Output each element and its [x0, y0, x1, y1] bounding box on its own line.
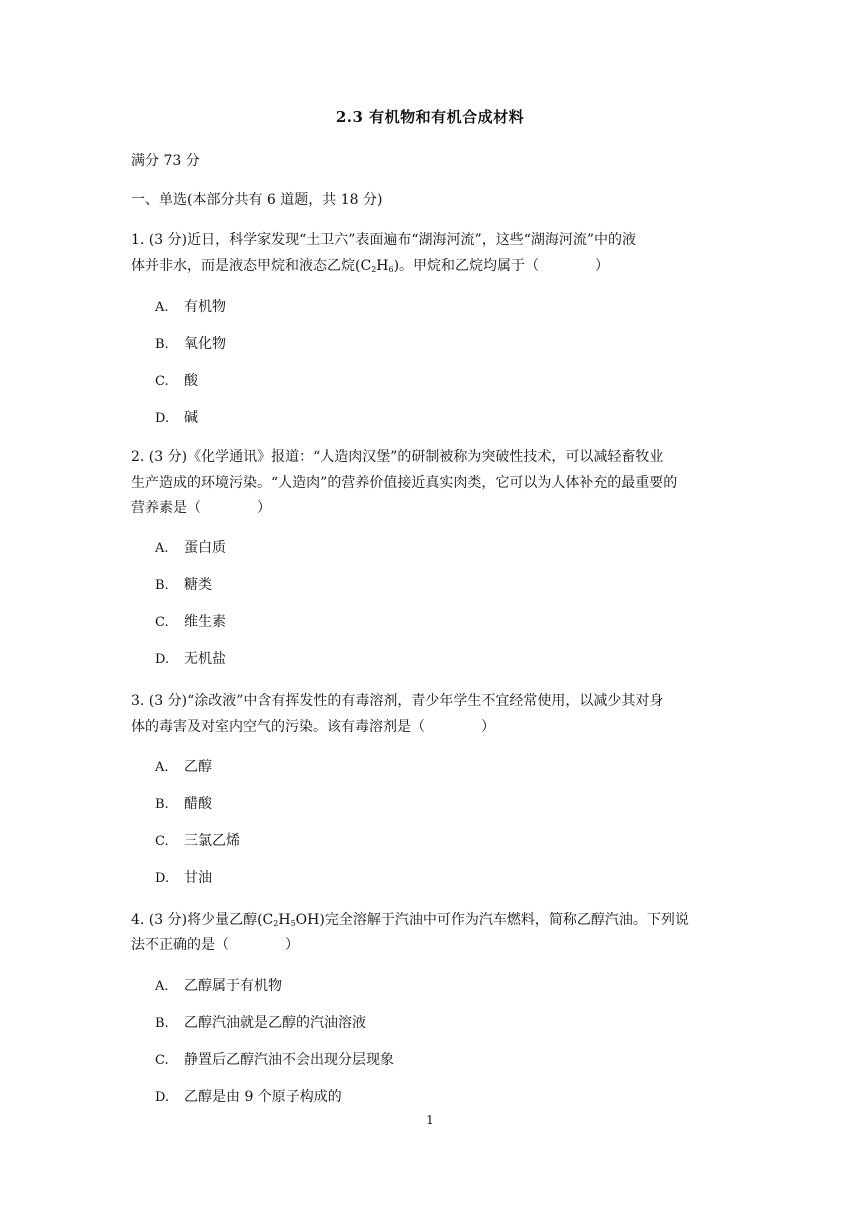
option-label: D. — [155, 871, 170, 886]
page-number: 1 — [426, 1113, 434, 1127]
question-1-line-1: 1. (3 分)近日，科学家发现“土卫六”表面遍布“湖海河流”，这些“湖海河流”中的液 — [131, 232, 637, 248]
subscript: 2 — [371, 265, 377, 274]
option-text: 乙醇属于有机物 — [184, 978, 282, 994]
question-2-line-1: 2. (3 分)《化学通讯》报道：“人造肉汉堡”的研制被称为突破性技术，可以减轻畜牧业 — [131, 449, 664, 465]
question-4-line-2: 法不正确的是（ ） — [131, 937, 299, 953]
option-text: 氧化物 — [184, 336, 226, 352]
option-b[interactable] — [155, 793, 212, 813]
q1-element: H — [376, 258, 389, 274]
section-heading: 一、单选(本部分共有 6 道题，共 18 分) — [131, 192, 383, 208]
option-text: 甘油 — [184, 870, 212, 886]
option-label: C. — [155, 615, 169, 630]
q1-text-part: 体并非水，而是液态甲烷和液态乙烷(C — [131, 258, 372, 274]
q1-text-part: )。甲烷和乙烷均属于（ ） — [393, 258, 610, 274]
option-label: C. — [155, 834, 169, 849]
option-label: B. — [155, 337, 169, 352]
option-text: 无机盐 — [184, 651, 226, 667]
option-c[interactable] — [155, 830, 240, 850]
option-d[interactable] — [155, 407, 198, 427]
option-text: 酸 — [184, 373, 198, 389]
option-label: B. — [155, 797, 169, 812]
full-score: 满分 73 分 — [131, 153, 200, 169]
option-d[interactable] — [155, 648, 226, 668]
option-text: 蛋白质 — [184, 540, 226, 556]
option-c[interactable] — [155, 611, 226, 631]
subscript: 6 — [388, 265, 394, 274]
option-b[interactable] — [155, 333, 226, 353]
option-label: C. — [155, 1053, 169, 1068]
subscript: 5 — [290, 919, 296, 928]
option-d[interactable] — [155, 867, 212, 887]
option-label: A. — [155, 300, 169, 315]
option-c[interactable] — [155, 1049, 394, 1069]
option-a[interactable] — [155, 756, 212, 776]
option-label: D. — [155, 411, 170, 426]
option-text: 乙醇是由 9 个原子构成的 — [184, 1089, 342, 1105]
question-3-line-1: 3. (3 分)“涂改液”中含有挥发性的有毒溶剂，青少年学生不宜经常使用，以减少其对身 — [131, 693, 664, 709]
question-1-line-2 — [131, 255, 609, 275]
option-label: C. — [155, 374, 169, 389]
option-b[interactable] — [155, 574, 212, 594]
document-title: 2.3 有机物和有机合成材料 — [335, 108, 525, 126]
question-2-line-3: 营养素是（ ） — [131, 500, 271, 516]
option-label: A. — [155, 760, 169, 775]
option-label: A. — [155, 541, 169, 556]
option-label: A. — [155, 979, 169, 994]
option-text: 糖类 — [184, 577, 212, 593]
option-label: D. — [155, 652, 170, 667]
option-b[interactable] — [155, 1012, 366, 1032]
option-a[interactable] — [155, 296, 226, 316]
option-a[interactable] — [155, 975, 282, 995]
option-text: 静置后乙醇汽油不会出现分层现象 — [184, 1052, 394, 1068]
question-2-line-2: 生产造成的环境污染。“人造肉”的营养价值接近真实肉类，它可以为人体补充的最重要的 — [131, 475, 678, 491]
subscript: 2 — [273, 919, 279, 928]
option-label: B. — [155, 1016, 169, 1031]
option-label: D. — [155, 1090, 170, 1105]
option-text: 维生素 — [184, 614, 226, 630]
option-a[interactable] — [155, 537, 226, 557]
option-text: 乙醇汽油就是乙醇的汽油溶液 — [184, 1015, 366, 1031]
option-c[interactable] — [155, 370, 198, 390]
option-text: 有机物 — [184, 299, 226, 315]
option-text: 三氯乙烯 — [184, 833, 240, 849]
q4-element: H — [278, 912, 291, 928]
question-3-line-2: 体的毒害及对室内空气的污染。该有毒溶剂是（ ） — [131, 719, 495, 735]
option-label: B. — [155, 578, 169, 593]
q4-text-part: OH)完全溶解于汽油中可作为汽车燃料，简称乙醇汽油。下列说 — [295, 912, 689, 928]
question-4-line-1 — [131, 909, 689, 929]
option-text: 碱 — [184, 410, 198, 426]
q4-text-part: 4. (3 分)将少量乙醇(C — [131, 912, 274, 928]
option-d[interactable] — [155, 1086, 342, 1106]
option-text: 醋酸 — [184, 796, 212, 812]
option-text: 乙醇 — [184, 759, 212, 775]
